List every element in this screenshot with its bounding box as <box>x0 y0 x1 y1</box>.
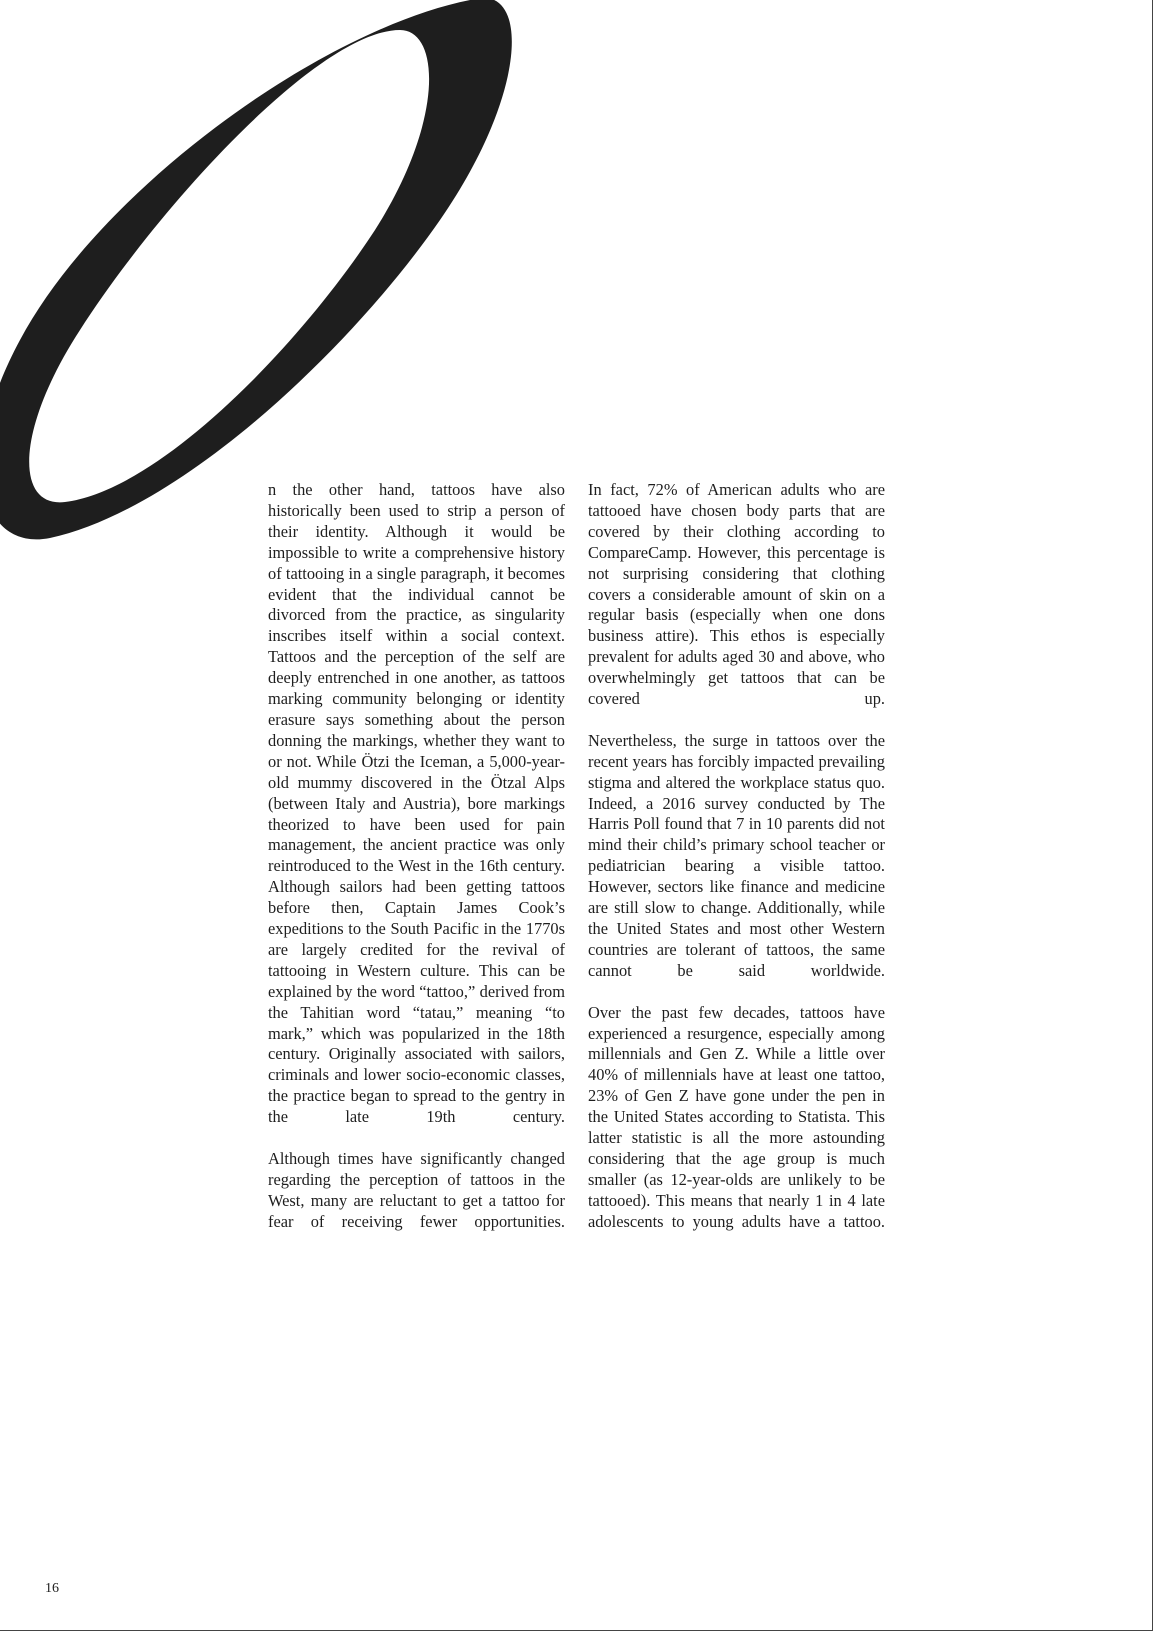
paragraph: Although times have significantly changed regarding the perception of tattoos in the West, many are reluctant to get a tattoo for fear of receiving fewer opportunities. <box>268 1148 565 1231</box>
paragraph: n the other hand, tattoos have also historically been used to strip a person of their identity. Although it would be impossible to write a comprehensive history of tattooing in a single paragraph, it becomes evident that the individual cannot be divorced from the practice, as singularity inscribes itself within a social context. Tattoos and the perception of the self are deeply entrenched in one another, as tattoos marking community belonging or identity erasure says something about the person donning the markings, whether they want to or not. While Ötzi the Iceman, a 5,000-year-old mummy discovered in the Ötzal Alps (between Italy and Austria), bore markings theorized to have been used for pain management, the ancient practice was only reintroduced to the West in the 16th century. Although sailors had been getting tattoos before then, Captain James Cook’s expeditions to the South Pacific in the 1770s are largely credited for the revival of tattooing in Western culture. This can be explained by the word “tattoo,” derived from the Tahitian word “tatau,” meaning “to mark,” which was popularized in the 18th century. Originally associated with sailors, criminals and lower socio-economic classes, the practice began to spread to the gentry in the late 19th century. <box>268 480 565 1127</box>
article-column-right <box>588 480 885 1253</box>
page-number: 16 <box>45 1581 59 1596</box>
article-column-left <box>268 480 565 1254</box>
paragraph: Nevertheless, the surge in tattoos over the recent years has forcibly impacted prevailing stigma and altered the workplace status quo. Indeed, a 2016 survey conducted by The Harris Poll found that 7 in 10 parents did not mind their child’s primary school teacher or pediatrician bearing a visible tattoo. However, sectors like finance and medicine are still slow to change. Additionally, while the United States and most other Western countries are tolerant of tattoos, the same cannot be said worldwide. <box>588 730 885 980</box>
paragraph: Over the past few decades, tattoos have experienced a resurgence, especially among millennials and Gen Z. While a little over 40% of millennials have at least one tattoo, 23% of Gen Z have gone under the pen in the United States according to Statista. This latter statistic is all the more astounding considering that the age group is much smaller (as 12-year-olds are unlikely to be tattooed). This means that nearly 1 in 4 late adolescents to young adults have a tattoo. <box>588 1002 885 1231</box>
drop-cap-glyph <box>0 0 512 539</box>
paragraph: In fact, 72% of American adults who are tattooed have chosen body parts that are covered by their clothing according to CompareCamp. However, this percentage is not surprising considering that clothing covers a considerable amount of skin on a regular basis (especially when one dons business attire). This ethos is especially prevalent for adults aged 30 and above, who overwhelmingly get tattoos that can be covered up. <box>588 480 885 709</box>
